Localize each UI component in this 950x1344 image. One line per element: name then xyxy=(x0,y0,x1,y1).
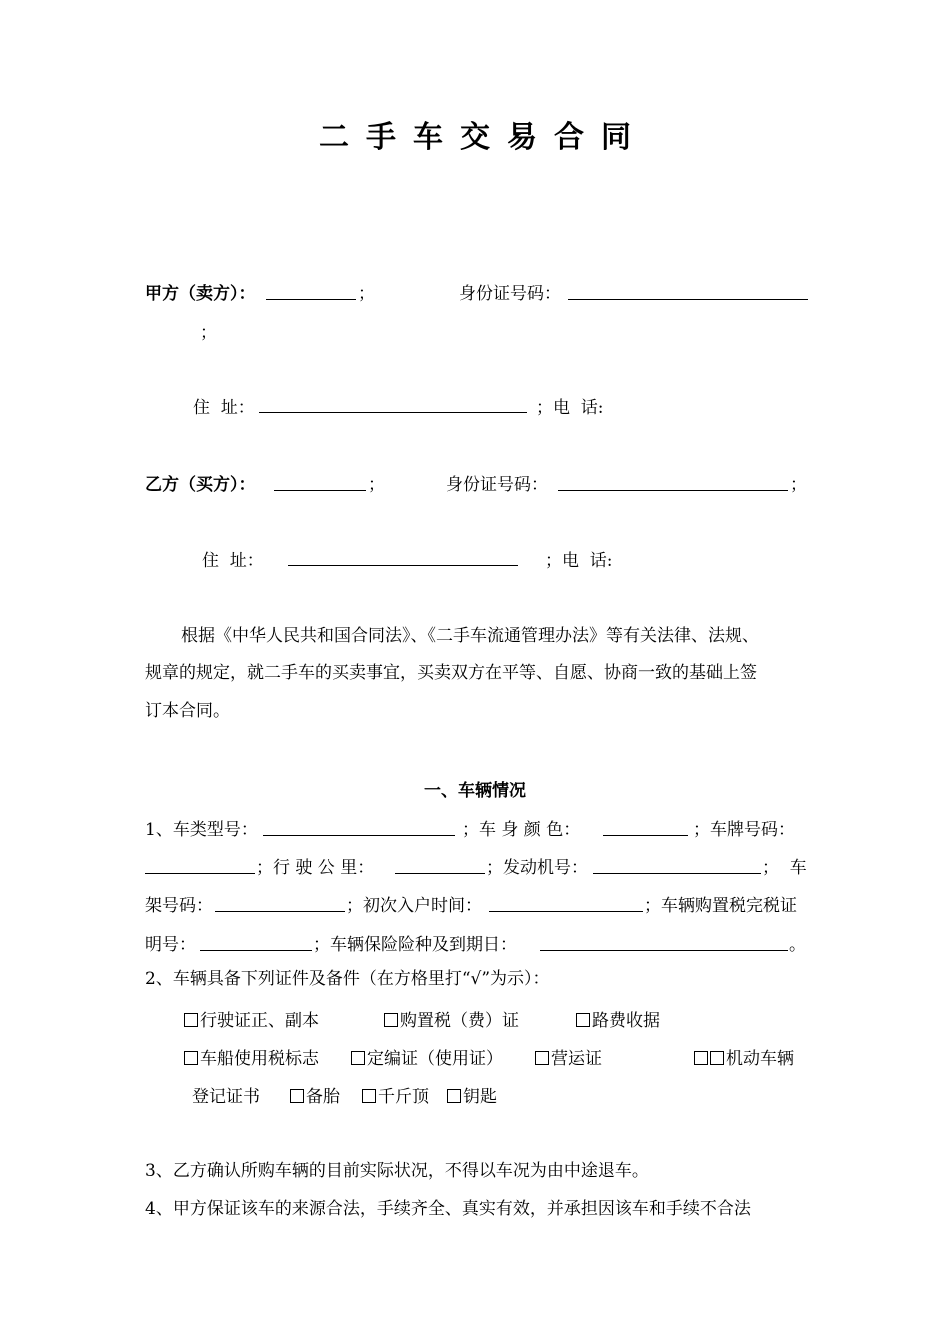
doc-label: 营运证 xyxy=(551,1049,602,1069)
purchase-tax-cert-field[interactable] xyxy=(200,932,312,951)
mileage-field[interactable] xyxy=(395,855,485,874)
doc-label: 行驶证正、副本 xyxy=(200,1011,319,1031)
checkbox-icon xyxy=(290,1089,304,1103)
doc-label: 备胎 xyxy=(306,1087,340,1107)
doc-checkbox-vessel-tax[interactable] xyxy=(184,1044,319,1069)
checkbox-icon xyxy=(694,1051,708,1065)
section-heading-vehicle: 一、车辆情况 xyxy=(424,781,526,801)
party-a-name-field[interactable] xyxy=(266,281,356,300)
party-a-label: 甲方（卖方）： xyxy=(145,284,256,304)
doc-label: 钥匙 xyxy=(463,1087,497,1107)
party-b-id-label: 身份证号码： xyxy=(446,475,548,495)
doc-label: 千斤顶 xyxy=(378,1087,429,1107)
plate-number-field[interactable] xyxy=(145,855,255,874)
frame-number-field[interactable] xyxy=(215,893,345,912)
doc-checkbox-spare-tire[interactable] xyxy=(290,1082,340,1107)
doc-checkbox-license[interactable] xyxy=(184,1006,319,1031)
document-title: 二手车交易合同 xyxy=(319,120,648,155)
insurance-field[interactable] xyxy=(540,932,788,951)
doc-checkbox-vehicle-registration[interactable] xyxy=(694,1044,794,1069)
checkbox-icon xyxy=(447,1089,461,1103)
doc-checkbox-purchase-tax[interactable] xyxy=(384,1006,519,1031)
period-mark: 。 xyxy=(789,935,806,955)
party-b-address-field[interactable] xyxy=(288,547,518,566)
party-b-address-label: 住 址： xyxy=(202,551,264,571)
mileage-label: ；行 驶 公 里： xyxy=(256,858,375,878)
doc-checkbox-toll-receipt[interactable] xyxy=(576,1006,660,1031)
doc-registration-cert-label: 登记证书 xyxy=(192,1087,260,1107)
vehicle-type-label: 1、车类型号： xyxy=(145,820,258,840)
doc-label: 定编证（使用证） xyxy=(367,1049,503,1069)
doc-label: 路费收据 xyxy=(592,1011,660,1031)
party-b-id-semicolon: ； xyxy=(790,475,807,495)
insurance-label: ；车辆保险险种及到期日： xyxy=(313,935,517,955)
doc-label: 车船使用税标志 xyxy=(200,1049,319,1069)
item-4-legality: 4、甲方保证该车的来源合法，手续齐全、真实有效，并承担因该车和手续不合法 xyxy=(145,1199,751,1219)
doc-checkbox-operating-cert[interactable] xyxy=(535,1044,602,1069)
vehicle-type-field[interactable] xyxy=(263,817,455,836)
item-3-condition: 3、乙方确认所购车辆的目前实际状况，不得以车况为由中途退车。 xyxy=(145,1161,649,1181)
checkbox-icon xyxy=(184,1013,198,1027)
doc-checkbox-jack[interactable] xyxy=(362,1082,429,1107)
purchase-tax-label: ；车辆购置税完税证 xyxy=(644,896,797,916)
doc-label: 机动车辆 xyxy=(726,1049,794,1069)
party-a-address-label: 住 址： xyxy=(193,398,255,418)
plate-number-label: ；车牌号码： xyxy=(693,820,795,840)
party-a-id-semicolon: ； xyxy=(200,323,217,343)
party-a-semicolon: ； xyxy=(358,284,375,304)
doc-checkbox-capacity-cert[interactable] xyxy=(351,1044,503,1069)
frame-number-prefix: ； 车 xyxy=(762,858,807,878)
checkbox-icon xyxy=(362,1089,376,1103)
engine-number-label: ；发动机号： xyxy=(486,858,588,878)
frame-number-label: 架号码： xyxy=(145,896,213,916)
party-a-id-label: 身份证号码： xyxy=(459,284,561,304)
checkbox-icon xyxy=(384,1013,398,1027)
checkbox-icon xyxy=(710,1051,724,1065)
vehicle-color-field[interactable] xyxy=(603,817,688,836)
party-b-id-field[interactable] xyxy=(558,472,788,491)
checkbox-icon xyxy=(576,1013,590,1027)
purchase-tax-cert-label: 明号： xyxy=(145,935,196,955)
first-registration-label: ；初次入户时间： xyxy=(346,896,482,916)
party-a-id-field[interactable] xyxy=(568,281,808,300)
intro-line-2: 规章的规定，就二手车的买卖事宜，买卖双方在平等、自愿、协商一致的基础上签 xyxy=(145,663,757,683)
checkbox-icon xyxy=(535,1051,549,1065)
checkbox-icon xyxy=(184,1051,198,1065)
engine-number-field[interactable] xyxy=(593,855,761,874)
doc-label: 购置税（费）证 xyxy=(400,1011,519,1031)
party-b-name-field[interactable] xyxy=(274,472,366,491)
party-a-address-field[interactable] xyxy=(259,394,527,413)
vehicle-color-label: ；车 身 颜 色： xyxy=(462,820,581,840)
item-2-documents: 2、车辆具备下列证件及备件（在方格里打“√”为示）： xyxy=(145,969,550,989)
intro-line-3: 订本合同。 xyxy=(145,701,230,721)
party-b-semicolon: ； xyxy=(368,475,385,495)
party-a-phone-label: ；电 话: xyxy=(536,398,604,418)
checkbox-icon xyxy=(351,1051,365,1065)
doc-checkbox-keys[interactable] xyxy=(447,1082,497,1107)
intro-line-1: 根据《中华人民共和国合同法》、《二手车流通管理办法》等有关法律、法规、 xyxy=(181,626,759,646)
party-b-phone-label: ；电 话: xyxy=(545,551,613,571)
first-registration-field[interactable] xyxy=(489,893,643,912)
party-b-label: 乙方（买方）： xyxy=(145,475,256,495)
